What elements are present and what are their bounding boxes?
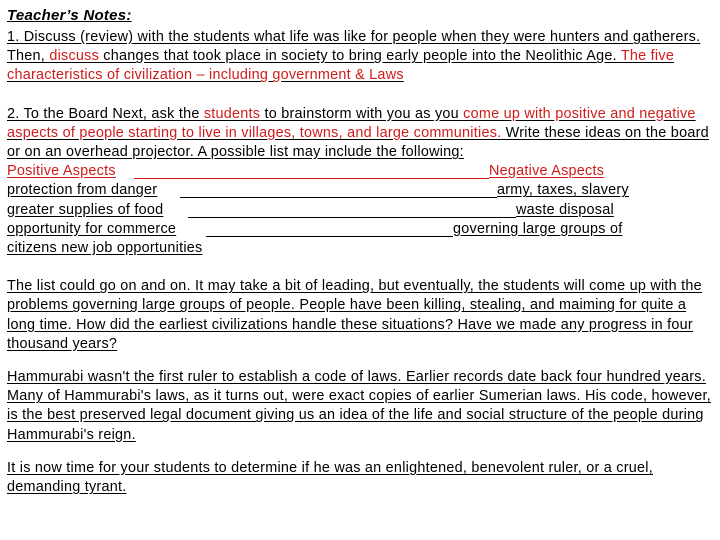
step-1-paragraph bbox=[7, 28, 713, 86]
step-2-text-c: to brainstorm with you as you bbox=[260, 105, 464, 122]
discussion-paragraph: The list could go on and on. It may take a bit of leading, but eventually, the students will come up with the problems governing large groups of people. People have been killing, stealing, and maiming for quite a long time. How did the earliest civilizations handle these situations? Have we made any progress in four thousand years? bbox=[7, 278, 702, 352]
step-1-discuss: discuss bbox=[49, 48, 100, 65]
negative-aspect: army, taxes, slavery bbox=[497, 182, 629, 199]
step-1-text-a: 1. Discuss (review) with the students what life was like for people when they were hunters and gatherers. Then, bbox=[7, 29, 701, 65]
positive-aspect: greater supplies of food bbox=[7, 201, 164, 218]
teachers-notes-document bbox=[7, 0, 713, 497]
step-2-paragraph bbox=[7, 105, 713, 163]
step-2-students: students bbox=[203, 105, 261, 122]
row-rule bbox=[188, 217, 516, 218]
step-2-text-e: Write these ideas on the board or on an overhead projector. A possible list may include the following: bbox=[7, 124, 709, 161]
aspects-row bbox=[7, 181, 713, 200]
aspects-row bbox=[7, 220, 713, 239]
closing-paragraph: It is now time for your students to determine if he was an enlightened, benevolent ruler, or a cruel, demanding tyrant. bbox=[7, 459, 653, 495]
positive-aspect: protection from danger bbox=[7, 182, 158, 199]
negative-aspects-header: Negative Aspects bbox=[489, 163, 605, 180]
step-1-characteristics: The five characteristics of civilization – including government & Laws bbox=[7, 48, 675, 84]
positive-aspect: opportunity for commerce bbox=[7, 220, 177, 237]
aspects-row bbox=[7, 201, 713, 220]
page-title: Teacher’s Notes: bbox=[7, 7, 132, 24]
row-rule bbox=[180, 197, 497, 198]
step-2-come-up-with: come up with positive and negative aspects of people starting to live in villages, towns, and large communities. bbox=[7, 105, 696, 141]
step-1-text-c: changes that took place in society to bring early people into the Neolithic Age. bbox=[99, 48, 621, 65]
aspects-header-row bbox=[7, 162, 713, 181]
header-rule bbox=[134, 178, 489, 179]
step-2-text-a: 2. To the Board Next, ask the bbox=[7, 105, 204, 122]
negative-aspect: waste disposal bbox=[516, 201, 614, 218]
aspects-list bbox=[7, 162, 713, 258]
positive-aspects-header: Positive Aspects bbox=[7, 163, 116, 180]
row-rule bbox=[206, 236, 453, 237]
aspects-tail: citizens new job opportunities bbox=[7, 239, 203, 256]
negative-aspect: governing large groups of bbox=[453, 220, 623, 237]
hammurabi-paragraph: Hammurabi wasn't the first ruler to establish a code of laws. Earlier records date back four hundred years. Many of Hammurabi's laws, as it turns out, were exact copies of earlier Sumerian laws. His code, however, is the best preserved legal document giving us an idea of the life and social structure of the people during Hammurabi's reign. bbox=[7, 368, 712, 443]
